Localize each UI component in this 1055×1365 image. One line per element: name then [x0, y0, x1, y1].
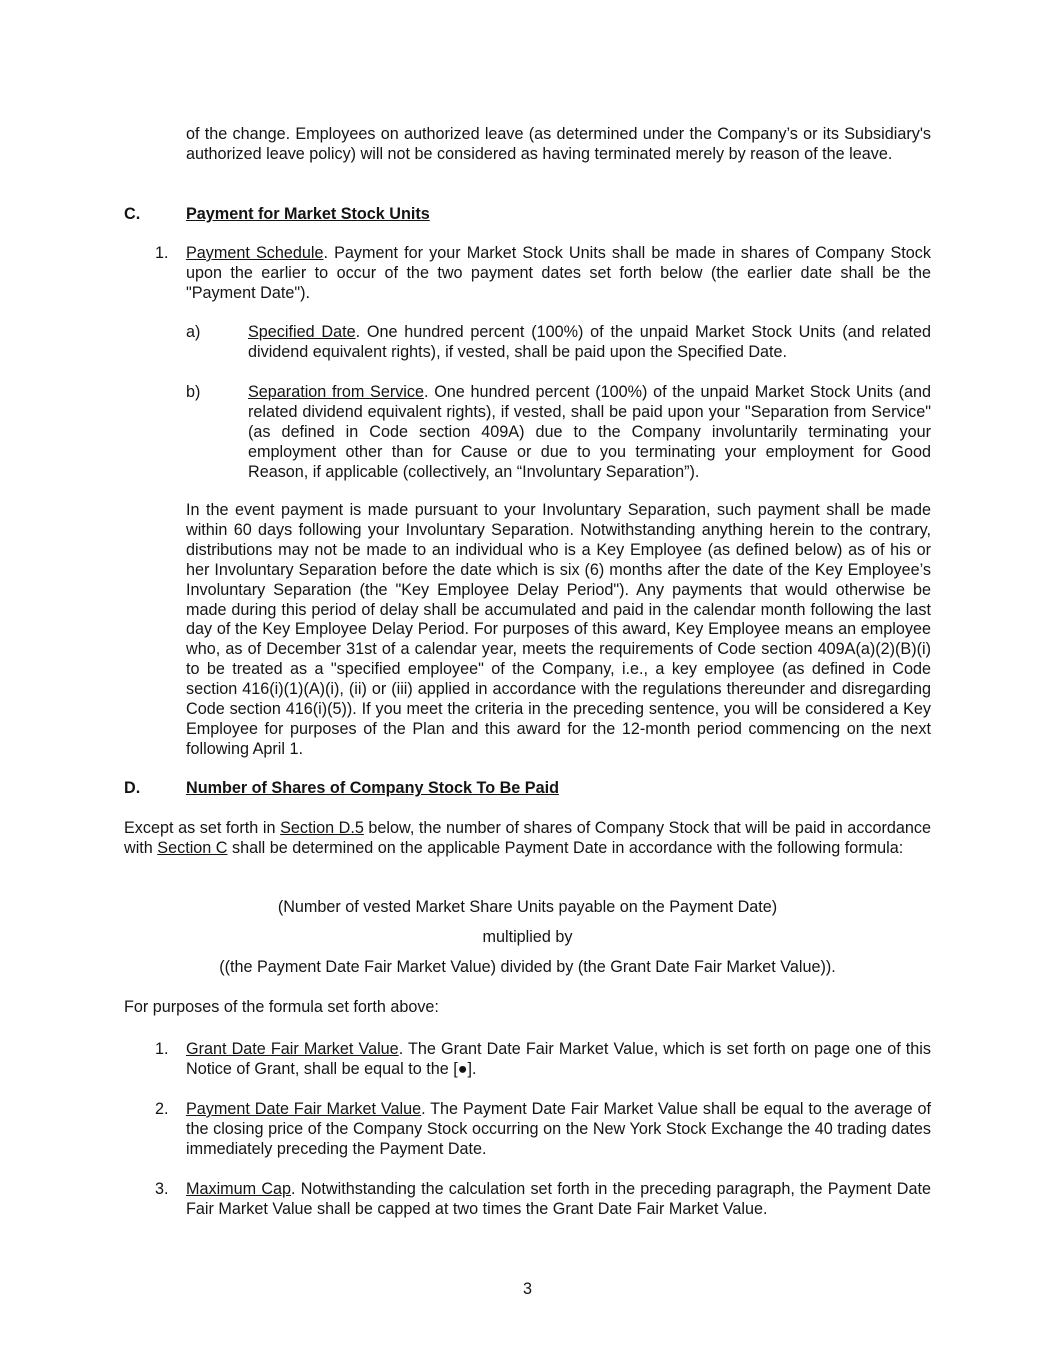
- section-d-item1-text-before: . The Grant Date Fair Market Value, which is set forth on page one of this Notice of Grant, shall be equal to the [: [186, 1040, 931, 1078]
- section-c-item-b: [248, 383, 931, 483]
- formula-line-3: ((the Payment Date Fair Market Value) divided by (the Grant Date Fair Market Value)).: [219, 958, 836, 976]
- section-d-item3: [186, 1180, 931, 1220]
- section-d-item2-title: Payment Date Fair Market Value: [186, 1100, 422, 1118]
- section-c-item1-text: . Payment for your Market Stock Units shall be made in shares of Company Stock upon the earlier to occur of the two payment dates set forth below (the earlier date shall be the "Payment Date").: [186, 244, 931, 302]
- section-d-item2-text: . The Payment Date Fair Market Value shall be equal to the average of the closing price of the Company Stock occurring on the New York Stock Exchange the 40 trading dates immediately preceding the Payment Date.: [186, 1100, 931, 1158]
- section-c-item1-title: Payment Schedule: [186, 244, 324, 262]
- formula-purposes: For purposes of the formula set forth above:: [124, 998, 439, 1016]
- bullet-placeholder: ●: [457, 1059, 468, 1078]
- section-c-item-b-label: b): [186, 383, 201, 401]
- section-d-item3-number: 3.: [155, 1180, 169, 1198]
- section-d-intro-part1: Except as set forth in: [124, 819, 281, 837]
- section-d5-reference: Section D.5: [280, 819, 364, 837]
- section-d-intro: [124, 819, 931, 859]
- section-c-item-b-title: Separation from Service: [248, 383, 425, 401]
- section-d-letter: D.: [124, 779, 141, 797]
- section-c-reference: Section C: [157, 838, 228, 857]
- section-c-item-b-text: . One hundred percent (100%) of the unpaid Market Stock Units (and related dividend equivalent rights), if vested, shall be paid upon your "Separation from Service" (as defined in Code section 409A) due to the Company involuntarily terminating your employment other than for Cause or due to you terminating your employment for Good Reason, if applicable (collectively, an “Involuntary Separation”).: [248, 383, 931, 481]
- section-d-item1-title: Grant Date Fair Market Value: [186, 1040, 399, 1058]
- section-d-item2: [186, 1100, 931, 1160]
- section-d-intro-part3: shall be determined on the applicable Payment Date in accordance with the following formula:: [227, 838, 904, 857]
- intro-paragraph: of the change. Employees on authorized leave (as determined under the Company’s or its Subsidiary's authorized leave policy) will not be considered as having terminated merely by reason of the leave.: [186, 125, 931, 163]
- section-d-item1-text-after: ].: [467, 1059, 477, 1078]
- formula-line-2: multiplied by: [482, 928, 573, 946]
- involuntary-separation-paragraph: In the event payment is made pursuant to your Involuntary Separation, such payment shall be made within 60 days following your Involuntary Separation. Notwithstanding anything herein to the contrary, distributions may not be made to an individual who is a Key Employee (as defined below) as of his or her Involuntary Separation before the date which is six (6) months after the date of the Key Employee’s Involuntary Separation (the "Key Employee Delay Period"). Any payments that would otherwise be made during this period of delay shall be accumulated and paid in the calendar month following the last day of the Key Employee Delay Period. For purposes of this award, Key Employee means an employee who, as of December 31st of a calendar year, meets the requirements of Code section 409A(a)(2)(B)(i) to be treated as a "specified employee" of the Company, i.e., a key employee (as defined in Code section 416(i)(1)(A)(i), (ii) or (iii) applied in accordance with the regulations thereunder and disregarding Code section 416(i)(5)). If you meet the criteria in the preceding sentence, you will be considered a Key Employee for purposes of the Plan and this award for the 12-month period commencing on the next following April 1.: [186, 501, 931, 758]
- section-c-heading: Payment for Market Stock Units: [186, 205, 430, 223]
- section-d-intro-part2: below, the number of shares of Company Stock that will be paid in accordance with: [124, 819, 931, 857]
- section-c-letter: C.: [124, 205, 141, 223]
- section-d-item1-number: 1.: [155, 1040, 169, 1058]
- section-d-item3-title: Maximum Cap: [186, 1180, 292, 1198]
- page-number: 3: [522, 1280, 532, 1298]
- section-c-item-a-label: a): [186, 323, 201, 341]
- section-d-item1: [186, 1040, 931, 1080]
- section-d-item3-text: . Notwithstanding the calculation set forth in the preceding paragraph, the Payment Date Fair Market Value shall be capped at two times the Grant Date Fair Market Value.: [186, 1180, 931, 1218]
- section-c-item-a-title: Specified Date: [248, 323, 356, 341]
- formula-line-1: (Number of vested Market Share Units payable on the Payment Date): [277, 898, 778, 916]
- section-c-item1: [186, 244, 931, 304]
- section-c-item-a: [248, 323, 931, 363]
- section-c-item1-number: 1.: [155, 244, 169, 262]
- section-d-item2-number: 2.: [155, 1100, 169, 1118]
- section-c-item-a-text: . One hundred percent (100%) of the unpaid Market Stock Units (and related dividend equivalent rights), if vested, shall be paid upon the Specified Date.: [248, 323, 931, 361]
- section-d-heading: Number of Shares of Company Stock To Be Paid: [186, 779, 559, 797]
